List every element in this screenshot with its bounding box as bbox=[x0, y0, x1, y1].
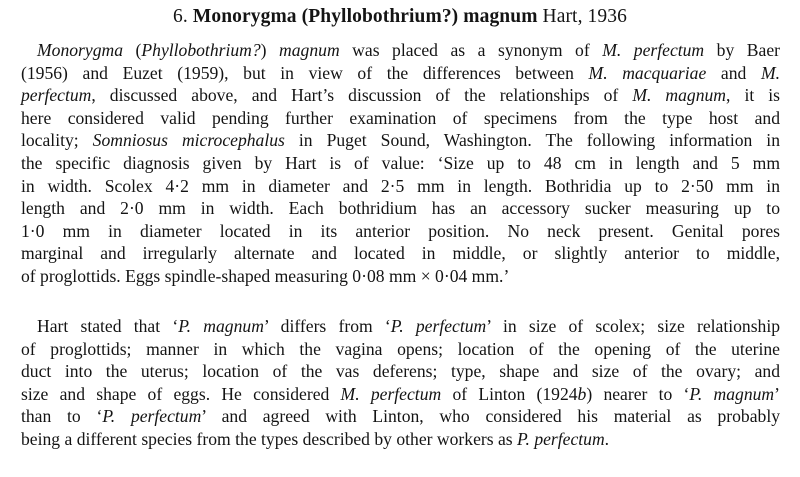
text-segment: than to ‘ bbox=[21, 406, 103, 427]
text-line bbox=[21, 129, 780, 152]
text-line bbox=[21, 428, 780, 451]
text-segment: ( bbox=[123, 40, 142, 60]
text-segment: marginal and irregularly alternate and located in middle, or slightly anterior to middle, bbox=[21, 243, 780, 264]
text-segment: ) bbox=[260, 40, 280, 60]
text-line bbox=[21, 360, 780, 383]
paragraph-2 bbox=[21, 315, 780, 451]
italic-text: perfectum bbox=[21, 85, 92, 106]
italic-text: P. perfectum bbox=[102, 406, 202, 427]
italic-text: magnum bbox=[279, 40, 340, 60]
text-segment: the specific diagnosis given by Hart is of value: ‘Size up to 48 cm in length and 5 mm bbox=[21, 152, 780, 173]
text-segment: ’ in size of scolex; size relationship bbox=[486, 316, 781, 336]
text-line bbox=[21, 39, 780, 62]
text-segment: locality; bbox=[21, 130, 93, 151]
text-segment: size and shape of eggs. He considered bbox=[21, 383, 341, 404]
text-segment: Hart stated that ‘ bbox=[37, 316, 179, 336]
text-segment: , discussed above, and Hart’s discussion of the relationships of bbox=[91, 85, 633, 106]
italic-text: Monorygma bbox=[37, 40, 124, 60]
italic-text: P. magnum bbox=[178, 316, 264, 336]
text-line bbox=[21, 383, 780, 406]
italic-text: Somniosus microcephalus bbox=[92, 130, 285, 151]
text-segment: , it is bbox=[726, 85, 780, 106]
italic-text: b bbox=[577, 383, 587, 404]
italic-text: M. perfectum bbox=[340, 383, 442, 404]
italic-text: P. perfectum bbox=[390, 316, 487, 336]
italic-text: M. perfectum bbox=[602, 40, 705, 60]
text-line bbox=[21, 62, 780, 85]
text-segment: of Linton (1924 bbox=[441, 383, 578, 404]
text-segment: . bbox=[604, 428, 610, 449]
text-segment: of proglottids. Eggs spindle-shaped measuring 0·08 mm × 0·04 mm.’ bbox=[21, 265, 510, 286]
section-species: magnum bbox=[463, 6, 538, 27]
text-line bbox=[21, 175, 780, 198]
text-line bbox=[21, 220, 780, 243]
paragraph-1 bbox=[21, 39, 780, 288]
italic-text: M. bbox=[760, 62, 781, 83]
section-author-year: Hart, 1936 bbox=[542, 6, 627, 27]
section-genus: Monorygma bbox=[192, 6, 297, 27]
text-line bbox=[21, 405, 780, 428]
text-segment: was placed as a synonym of bbox=[339, 40, 603, 60]
text-line bbox=[21, 315, 780, 338]
section-heading bbox=[0, 4, 800, 30]
italic-text: P. perfectum bbox=[517, 428, 605, 449]
text-segment: of proglottids; manner in which the vagina opens; location of the opening of the uterine bbox=[21, 338, 780, 359]
text-line bbox=[21, 107, 780, 130]
text-segment: length and 2·0 mm in width. Each bothridium has an accessory sucker measuring up to bbox=[21, 198, 780, 219]
text-segment: and bbox=[706, 62, 761, 83]
text-segment: ’ differs from ‘ bbox=[263, 316, 391, 336]
text-line bbox=[21, 197, 780, 220]
text-line bbox=[21, 338, 780, 361]
text-segment: here considered valid pending further examination of specimens from the type host and bbox=[21, 107, 780, 128]
text-segment: in Puget Sound, Washington. The following information in bbox=[284, 130, 780, 151]
italic-text: M. magnum bbox=[632, 85, 727, 106]
text-segment: in width. Scolex 4·2 mm in diameter and 2·5 mm in length. Bothridia up to 2·50 mm in bbox=[21, 175, 780, 196]
italic-text: M. macquariae bbox=[588, 62, 707, 83]
text-segment: ’ and agreed with Linton, who considered his material as probably bbox=[201, 406, 781, 427]
text-line bbox=[21, 265, 780, 288]
text-segment: 1·0 mm in diameter located in its anterior position. No neck present. Genital pores bbox=[21, 220, 780, 241]
text-segment: duct into the uterus; location of the vas deferens; type, shape and size of the ovary; and bbox=[21, 361, 780, 382]
section-subgenus: (Phyllobothrium?) bbox=[301, 6, 459, 27]
text-segment: (1956) and Euzet (1959), but in view of the differences between bbox=[21, 62, 589, 83]
text-segment: being a different species from the types described by other workers as bbox=[21, 428, 518, 449]
section-number: 6. bbox=[173, 6, 188, 27]
italic-text: P. magnum bbox=[689, 383, 775, 404]
text-segment: ’ bbox=[774, 383, 780, 404]
text-line bbox=[21, 84, 780, 107]
text-line bbox=[21, 152, 780, 175]
text-segment: by Baer bbox=[704, 40, 781, 60]
text-line bbox=[21, 242, 780, 265]
italic-text: Phyllobothrium? bbox=[141, 40, 261, 60]
text-segment: ) nearer to ‘ bbox=[586, 383, 690, 404]
